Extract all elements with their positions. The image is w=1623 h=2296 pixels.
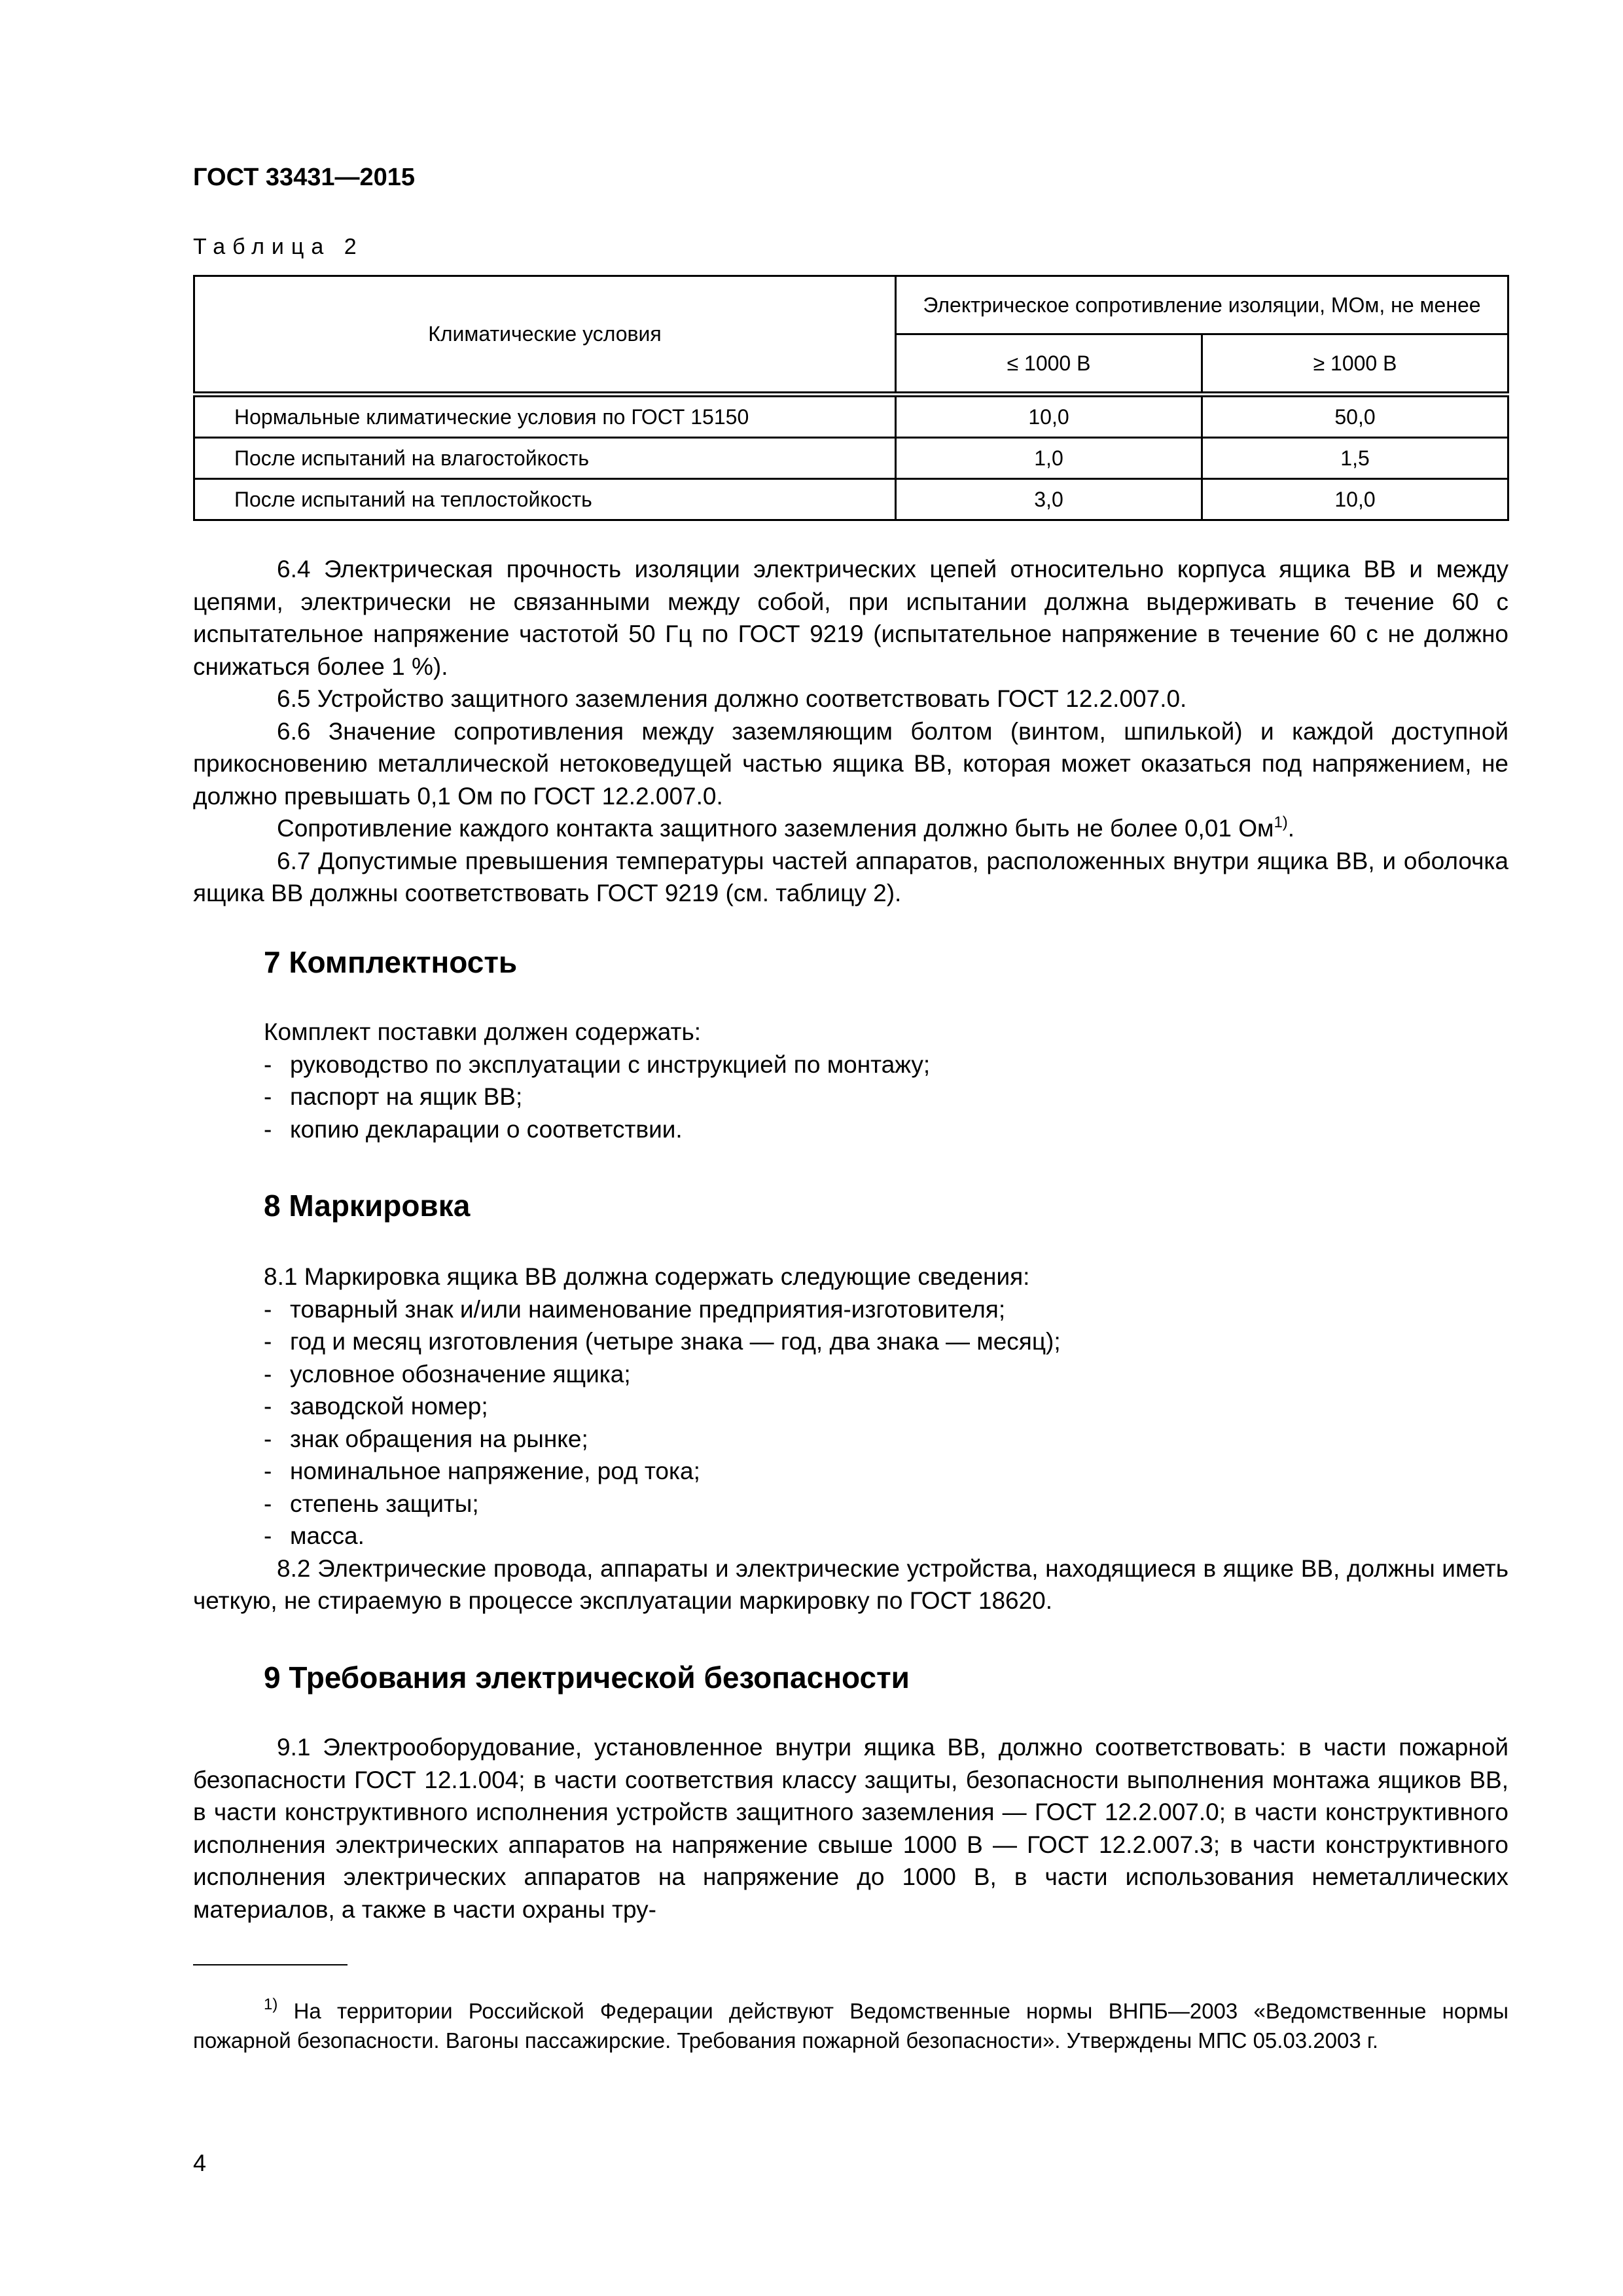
footnote-reference[interactable]: 1) (1274, 814, 1288, 831)
footnote-separator (193, 1964, 348, 1965)
list-item-text: год и месяц изготовления (четыре знака — год, два знака — месяц); (290, 1328, 1061, 1355)
sentence-end: . (1287, 815, 1295, 842)
section-8-body (193, 1261, 1508, 1617)
list-item-text: номинальное напряжение, род тока; (290, 1458, 700, 1484)
cell-condition: После испытаний на теплостойкость (194, 479, 896, 520)
footnote-marker: 1) (264, 1996, 278, 2013)
paragraph-6-5: 6.5 Устройство защитного заземления должно соответствовать ГОСТ 12.2.007.0. (277, 685, 1187, 712)
list-item (193, 1049, 1508, 1081)
header-insulation-resistance: Электрическое сопротивление изоляции, МОм, не менее (896, 276, 1508, 334)
table-header-row (194, 276, 1508, 334)
list-dash: - (264, 1490, 272, 1517)
list-dash: - (264, 1393, 272, 1420)
list-item (193, 1358, 1508, 1391)
footnote (193, 1996, 1508, 2055)
paragraph-6-4: 6.4 Электрическая прочность изоляции электрических цепей относительно корпуса ящика ВВ и между цепями, электрически не связанными между собой, при испытании должна выдерживать в течение 60 с испытательное напряжение частотой 50 Гц по ГОСТ 9219 (испытательное напряжение в течение 60 с не должно снижаться более 1 %). (193, 556, 1508, 680)
list-item-text: условное обозначение ящика; (290, 1360, 631, 1388)
cell-condition: После испытаний на влагостойкость (194, 438, 896, 479)
list-item-text: знак обращения на рынке; (290, 1425, 588, 1452)
table-row (194, 438, 1508, 479)
list-item (193, 1520, 1508, 1552)
list-dash: - (264, 1050, 272, 1078)
document-number-header: ГОСТ 33431—2015 (193, 164, 416, 191)
list-item (193, 1390, 1508, 1423)
page-number: 4 (193, 2149, 207, 2176)
contact-resistance-text: Сопротивление каждого контакта защитного заземления должно быть не более 0,01 Ом (277, 815, 1274, 842)
section-9 (193, 1658, 1508, 1697)
list-item (193, 1455, 1508, 1488)
section-9-body (193, 1731, 1508, 1926)
table-row (194, 479, 1508, 520)
paragraph-6-6-contact-resistance (193, 812, 1508, 845)
list-item (193, 1423, 1508, 1456)
list-item (193, 1488, 1508, 1520)
section-7 (193, 942, 1508, 982)
table-caption: Таблица 2 (193, 234, 364, 259)
cell-high-voltage-value: 10,0 (1202, 479, 1508, 520)
header-voltage-low: ≤ 1000 В (896, 334, 1202, 395)
cell-high-voltage-value: 50,0 (1202, 395, 1508, 438)
section-7-title: 7 Комплектность (264, 945, 518, 979)
list-item-text: руководство по эксплуатации с инструкцией по монтажу; (290, 1050, 931, 1078)
section-7-intro: Комплект поставки должен содержать: (264, 1018, 702, 1045)
list-item (193, 1293, 1508, 1326)
section-8 (193, 1186, 1508, 1225)
cell-condition: Нормальные климатические условия по ГОСТ 15150 (194, 395, 896, 438)
section-7-body (193, 1016, 1508, 1145)
paragraph-8-2: 8.2 Электрические провода, аппараты и электрические устройства, находящиеся в ящике ВВ, должны иметь четкую, не стираемую в процессе эксплуатации маркировку по ГОСТ 18620. (193, 1554, 1508, 1614)
header-climatic-conditions: Климатические условия (194, 276, 896, 395)
list-dash: - (264, 1425, 272, 1452)
cell-high-voltage-value: 1,5 (1202, 438, 1508, 479)
paragraph-6-6: 6.6 Значение сопротивления между заземляющим болтом (винтом, шпилькой) и каждой доступной прикосновению металлической нетоковедущей частью ящика ВВ, которая может оказаться под напряжением, не должно превышать 0,1 Ом по ГОСТ 12.2.007.0. (193, 717, 1508, 810)
header-voltage-high: ≥ 1000 В (1202, 334, 1508, 395)
paragraph-9-1: 9.1 Электрооборудование, установленное внутри ящика ВВ, должно соответствовать: в части пожарной безопасности ГОСТ 12.1.004; в части соответствия классу защиты, безопасности выполнения монтажа ящиков ВВ, в части конструктивного исполнения устройств защитного заземления — ГОСТ 12.2.007.0; в части конструктивного исполнения электрических аппаратов на напряжение свыше 1000 В — ГОСТ 12.2.007.3; в части конструктивного исполнения электрических аппаратов на напряжение до 1000 В, в части использования неметаллических материалов, а также в части охраны тру- (193, 1734, 1508, 1923)
list-item (193, 1113, 1508, 1146)
list-item-text: паспорт на ящик ВВ; (290, 1083, 523, 1110)
section-8-title: 8 Маркировка (264, 1189, 471, 1223)
footnote-text: На территории Российской Федерации действуют Ведомственные нормы ВНПБ—2003 «Ведомственные нормы пожарной безопасности. Вагоны пассажирские. Требования пожарной безопасности». Утверждены МПС 05.03.2003 г. (193, 1999, 1508, 2053)
insulation-resistance-table (193, 275, 1509, 521)
cell-low-voltage-value: 1,0 (896, 438, 1202, 479)
list-dash: - (264, 1295, 272, 1323)
list-item (193, 1325, 1508, 1358)
list-item (193, 1081, 1508, 1113)
cell-low-voltage-value: 3,0 (896, 479, 1202, 520)
list-item-text: копию декларации о соответствии. (290, 1115, 683, 1143)
table-row (194, 395, 1508, 438)
list-dash: - (264, 1522, 272, 1549)
paragraph-6-7: 6.7 Допустимые превышения температуры частей аппаратов, расположенных внутри ящика ВВ, и оболочка ящика ВВ должны соответствовать ГОСТ 9219 (см. таблицу 2). (193, 847, 1508, 906)
list-dash: - (264, 1083, 272, 1110)
cell-low-voltage-value: 10,0 (896, 395, 1202, 438)
list-dash: - (264, 1360, 272, 1388)
list-dash: - (264, 1115, 272, 1143)
list-dash: - (264, 1458, 272, 1484)
list-dash: - (264, 1328, 272, 1355)
list-item-text: заводской номер; (290, 1393, 488, 1420)
list-item-text: степень защиты; (290, 1490, 479, 1517)
list-item-text: товарный знак и/или наименование предприятия-изготовителя; (290, 1295, 1006, 1323)
paragraph-8-1: 8.1 Маркировка ящика ВВ должна содержать следующие сведения: (264, 1263, 1030, 1290)
list-item-text: масса. (290, 1522, 365, 1549)
section-9-title: 9 Требования электрической безопасности (264, 1660, 910, 1695)
section-6-body (193, 553, 1508, 910)
